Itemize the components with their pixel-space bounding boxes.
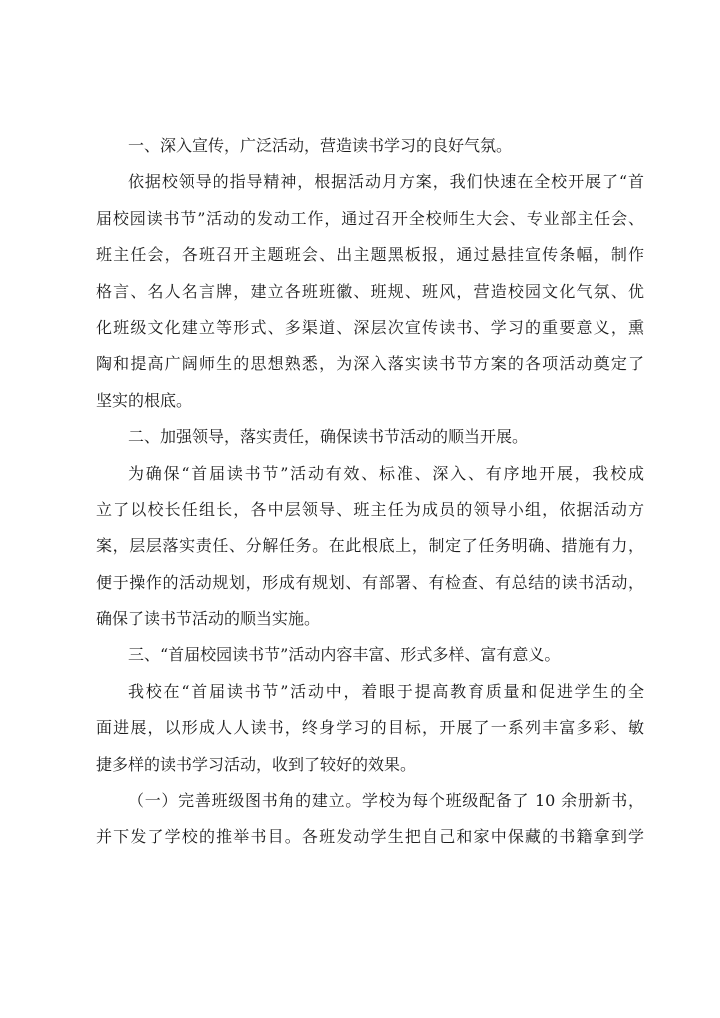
- text-line: （一）完善班级图书角的建立。学校为每个班级配备了 10 余册新书，: [128, 791, 644, 811]
- text-line: 为确保“首届读书节”活动有效、标准、深入、有序地开展，我校成: [128, 463, 644, 483]
- text-line: 一、深入宣传，广泛活动，营造读书学习的良好气氛。: [128, 136, 513, 155]
- text-line: 二、加强领导，落实责任，确保读书节活动的顺当开展。: [128, 427, 529, 447]
- text-line: 面进展，以形成人人读书，终身学习的目标，开展了一系列丰富多彩、敏: [96, 718, 644, 738]
- text-line: 届校园读书节”活动的发动工作，通过召开全校师生大会、专业部主任会、: [96, 208, 644, 228]
- text-line: 便于操作的活动规划，形成有规划、有部署、有检查、有总结的读书活动，: [96, 572, 644, 592]
- text-line: 并下发了学校的推举书目。各班发动学生把自己和家中保藏的书籍拿到学: [96, 827, 644, 847]
- document-body: [96, 128, 644, 856]
- text-line: 陶和提高广阔师生的思想熟悉，为深入落实读书节方案的各项活动奠定了: [96, 354, 644, 374]
- text-line: 三、“首届校园读书节”活动内容丰富、形式多样、富有意义。: [128, 645, 561, 665]
- text-line: 化班级文化建立等形式、多渠道、深层次宣传读书、学习的重要意义，熏: [96, 317, 644, 337]
- text-line: 班主任会，各班召开主题班会、出主题黑板报，通过悬挂宣传条幅，制作: [96, 245, 644, 265]
- text-line: 立了以校长任组长，各中层领导、班主任为成员的领导小组，依据活动方: [96, 499, 644, 519]
- text-line: 依据校领导的指导精神，根据活动月方案，我们快速在全校开展了“首: [128, 172, 644, 192]
- text-line: 捷多样的读书学习活动，收到了较好的效果。: [96, 754, 417, 774]
- text-line: 坚实的根底。: [96, 390, 193, 410]
- text-line: 确保了读书节活动的顺当实施。: [96, 609, 321, 629]
- text-line: 格言、名人名言牌，建立各班班徽、班规、班风，营造校园文化气氛、优: [96, 281, 644, 301]
- text-line: 我校在“首届读书节”活动中，着眼于提高教育质量和促进学生的全: [128, 681, 644, 701]
- text-line: 案，层层落实责任、分解任务。在此根底上，制定了任务明确、措施有力，: [96, 536, 644, 556]
